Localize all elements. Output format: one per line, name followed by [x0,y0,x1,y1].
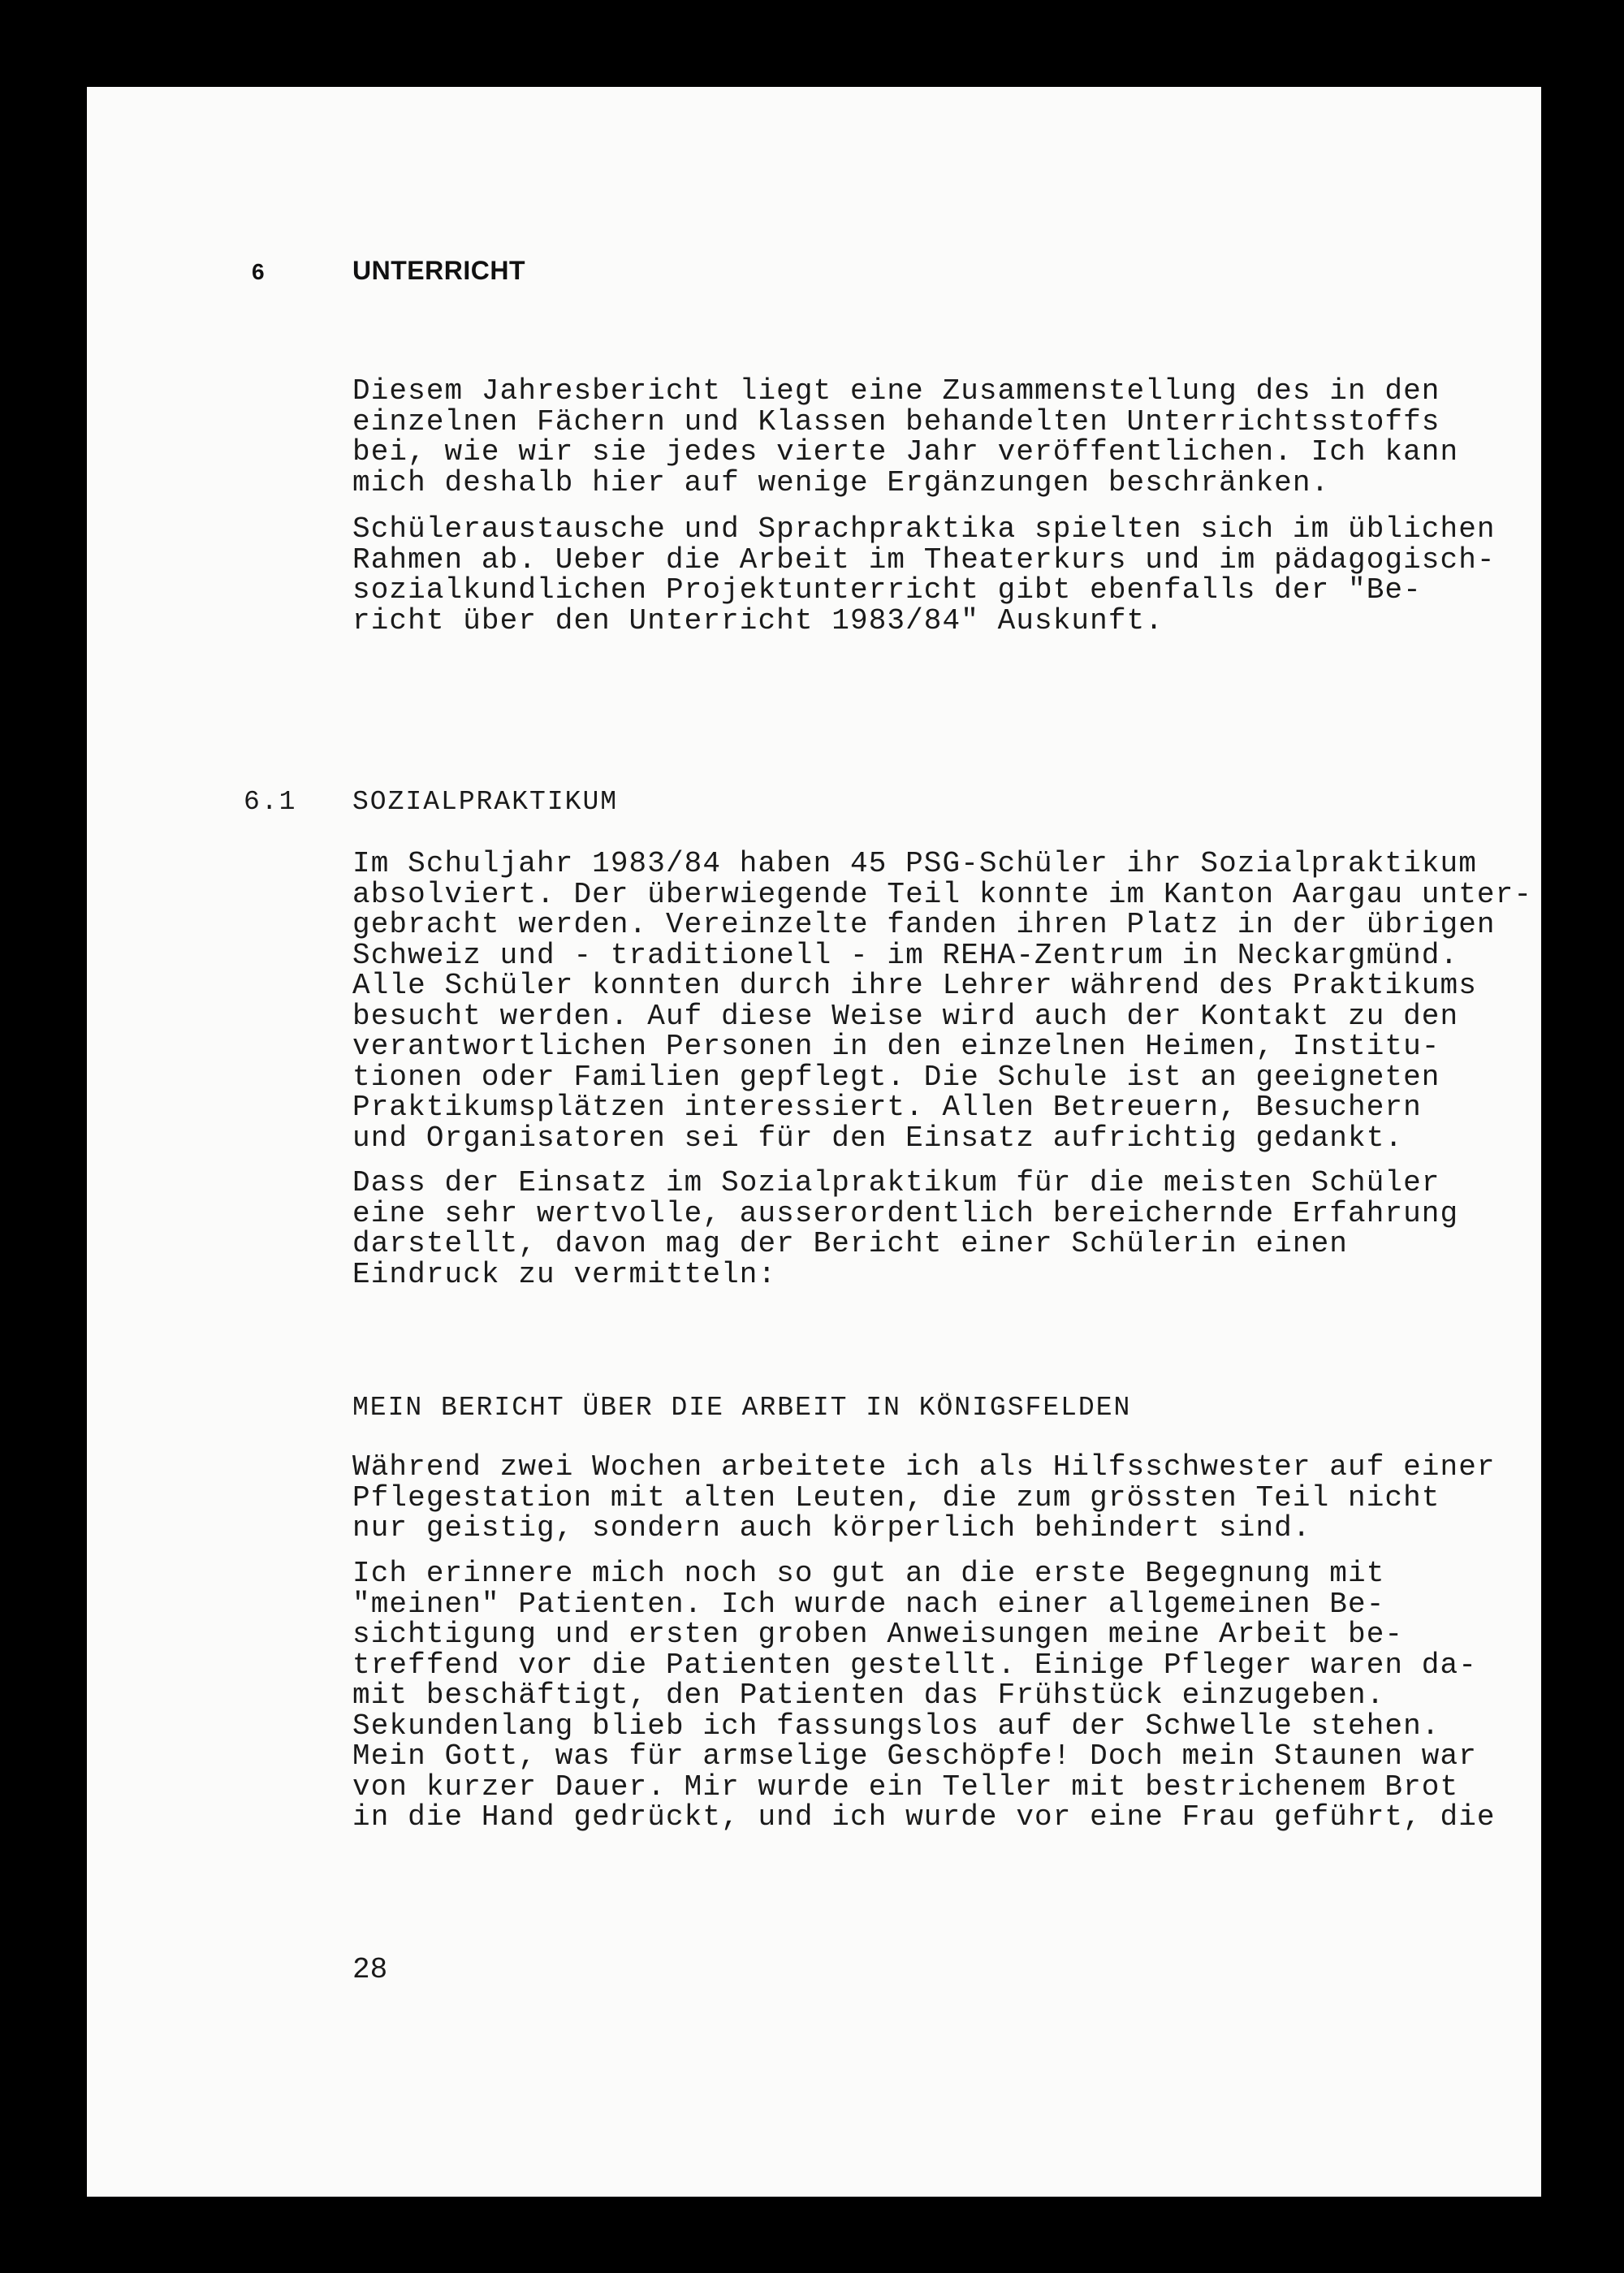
paragraph [352,849,1532,1153]
text-line: Praktikumsplätzen interessiert. Allen Betreuern, Besuchern [352,1091,1422,1124]
text-line: Eindruck zu vermitteln: [352,1257,777,1291]
text-line: Im Schuljahr 1983/84 haben 45 PSG-Schüler ihr Sozialpraktikum [352,847,1477,880]
section-number: 6 [252,259,265,284]
text-line: Schüleraustausche und Sprachpraktika spielten sich im üblichen [352,512,1496,546]
text-line: richt über den Unterricht 1983/84" Auskunft. [352,603,1164,637]
text-line: und Organisatoren sei für den Einsatz aufrichtig gedankt. [352,1121,1404,1155]
text-line: einzelnen Fächern und Klassen behandelten Unterrichtsstoffs [352,404,1440,439]
text-line: nur geistig, sondern auch körperlich behindert sind. [352,1511,1311,1545]
text-line: Mein Gott, was für armselige Geschöpfe! Doch mein Staunen war [352,1739,1477,1773]
page-number: 28 [352,1953,388,1986]
text-line: besucht werden. Auf diese Weise wird auch der Kontakt zu den [352,999,1459,1033]
text-line: Diesem Jahresbericht liegt eine Zusammenstellung des in den [352,374,1440,408]
text-line: Sekundenlang blieb ich fassungslos auf der Schwelle stehen. [352,1709,1440,1743]
text-line: Schweiz und - traditionell - im REHA-Zentrum in Neckargmünd. [352,938,1459,972]
text-line: treffend vor die Patienten gestellt. Einige Pfleger waren da- [352,1648,1477,1682]
section-title: UNTERRICHT [352,256,525,285]
paragraph [352,1452,1496,1544]
subsection-number: 6.1 [244,787,297,817]
text-line: eine sehr wertvolle, ausserordentlich bereichernde Erfahrung [352,1196,1459,1230]
text-line: sichtigung und ersten groben Anweisungen meine Arbeit be- [352,1618,1404,1651]
text-line: Rahmen ab. Ueber die Arbeit im Theaterkurs und im pädagogisch- [352,542,1496,577]
text-line: "meinen" Patienten. Ich wurde nach einer allgemeinen Be- [352,1587,1385,1621]
paragraph [352,1168,1458,1290]
text-line: mich deshalb hier auf wenige Ergänzungen beschränken. [352,465,1330,499]
text-line: Dass der Einsatz im Sozialpraktikum für die meisten Schüler [352,1166,1440,1199]
text-line: gebracht werden. Vereinzelte fanden ihren Platz in der übrigen [352,908,1496,941]
document-page [87,87,1541,2197]
text-line: von kurzer Dauer. Mir wurde ein Teller mit bestrichenem Brot [352,1770,1459,1804]
text-line: Ich erinnere mich noch so gut an die erste Begegnung mit [352,1557,1385,1590]
text-line: Pflegestation mit alten Leuten, die zum grössten Teil nicht [352,1480,1440,1515]
text-line: tionen oder Familien gepflegt. Die Schule ist an geeigneten [352,1060,1440,1094]
text-line: in die Hand gedrückt, und ich wurde vor eine Frau geführt, die [352,1800,1496,1834]
text-line: verantwortlichen Personen in den einzelnen Heimen, Institu- [352,1030,1440,1063]
text-line: Während zwei Wochen arbeitete ich als Hilfsschwester auf einer [352,1450,1496,1484]
subsection-title: SOZIALPRAKTIKUM [352,787,619,817]
text-line: absolviert. Der überwiegende Teil konnte im Kanton Aargau unter- [352,877,1533,911]
text-line: sozialkundlichen Projektunterricht gibt ebenfalls der "Be- [352,573,1422,607]
text-line: mit beschäftigt, den Patienten das Frühstück einzugeben. [352,1679,1385,1712]
text-line: bei, wie wir sie jedes vierte Jahr veröffentlichen. Ich kann [352,435,1459,469]
text-line: Alle Schüler konnten durch ihre Lehrer während des Praktikums [352,969,1477,1002]
text-line: darstellt, davon mag der Bericht einer Schülerin einen [352,1227,1348,1260]
report-title: MEIN BERICHT ÜBER DIE ARBEIT IN KÖNIGSFELDEN [352,1393,1132,1423]
paragraph [352,514,1496,636]
paragraph [352,1558,1496,1833]
paragraph [352,376,1458,498]
